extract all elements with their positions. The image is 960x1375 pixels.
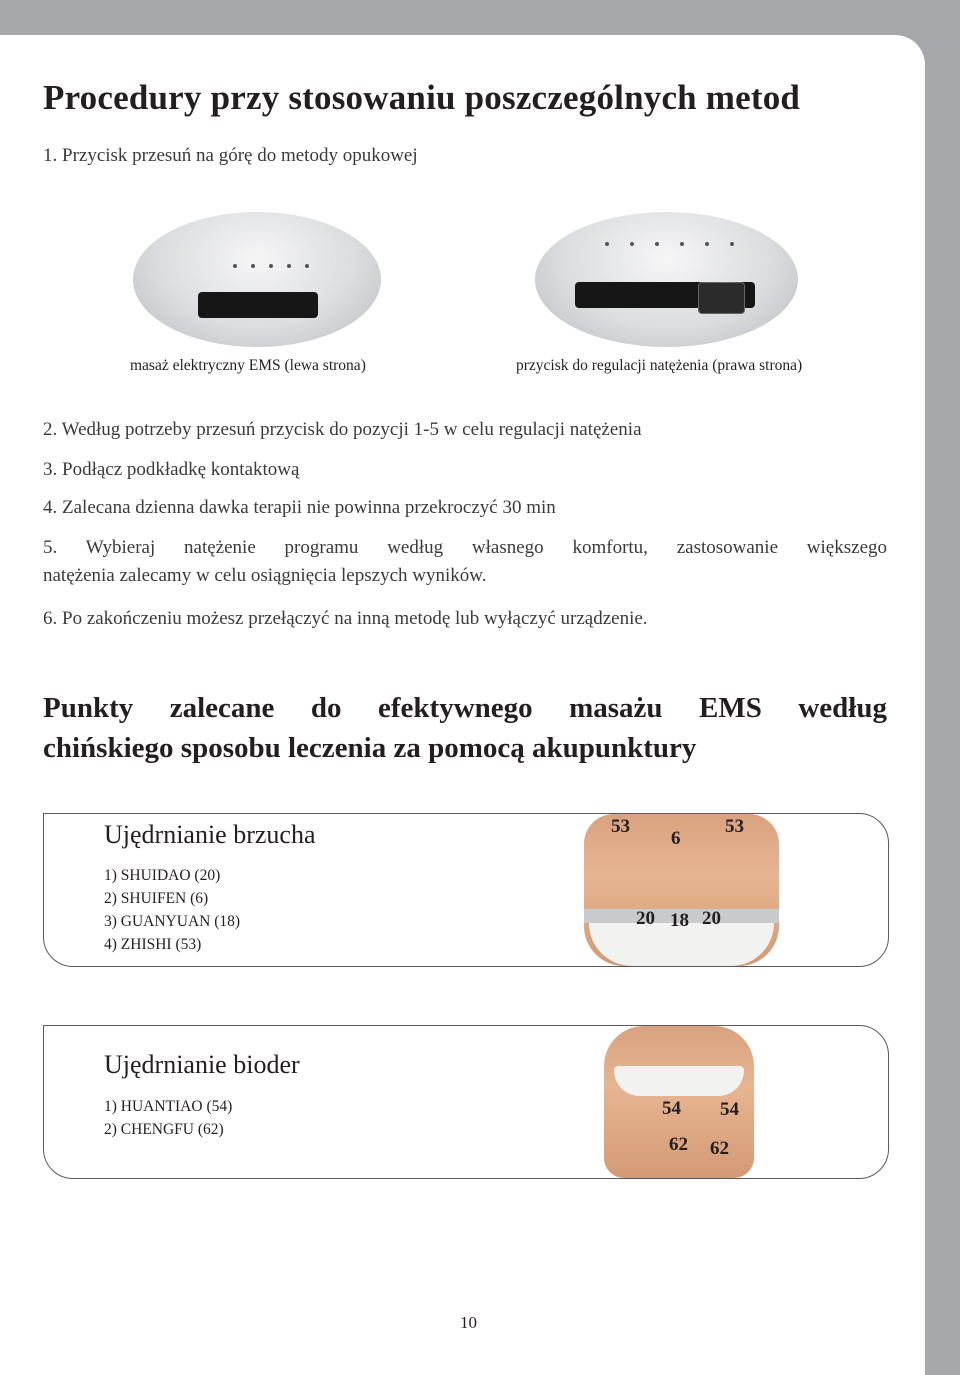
step-3: 3. Podłącz podkładkę kontaktową: [43, 459, 300, 480]
point-label: 62: [710, 1138, 729, 1159]
device-photo-right: [535, 212, 798, 347]
abdomen-title: Ujędrnianie brzucha: [104, 820, 316, 849]
indicator-dot: [233, 264, 237, 268]
list-item: 2) CHENGFU (62): [104, 1121, 224, 1138]
step-6: 6. Po zakończeniu możesz przełączyć na inną metodę lub wyłączyć urządzenie.: [43, 608, 648, 629]
device-photo-left: [133, 212, 381, 347]
intensity-slider-knob: [698, 282, 745, 314]
indicator-dot: [305, 264, 309, 268]
section-heading-line2: chińskiego sposobu leczenia za pomocą akupunktury: [43, 732, 697, 764]
indicator-dot: [251, 264, 255, 268]
device-slot: [198, 292, 318, 318]
indicator-dot: [269, 264, 273, 268]
step-5-line1: 5. Wybieraj natężenie programu według własnego komfortu, zastosowanie większego: [43, 537, 887, 558]
list-item: 4) ZHISHI (53): [104, 936, 202, 953]
hips-list: [104, 1095, 232, 1141]
point-label: 6: [671, 828, 681, 849]
list-item: 2) SHUIFEN (6): [104, 890, 209, 907]
step-5-line2: natężenia zalecamy w celu osiągnięcia lepszych wyników.: [43, 565, 487, 586]
point-label: 18: [670, 910, 689, 931]
hips-title: Ujędrnianie bioder: [104, 1050, 300, 1079]
step-1: 1. Przycisk przesuń na górę do metody opukowej: [43, 145, 418, 166]
list-item: 1) SHUIDAO (20): [104, 867, 221, 884]
indicator-dot: [630, 242, 634, 246]
caption-right: przycisk do regulacji natężenia (prawa strona): [516, 357, 803, 374]
indicator-dot: [287, 264, 291, 268]
caption-left: masaż elektryczny EMS (lewa strona): [130, 357, 366, 374]
indicator-dot: [680, 242, 684, 246]
point-label: 54: [662, 1098, 681, 1119]
point-label: 20: [702, 908, 721, 929]
point-label: 54: [720, 1099, 739, 1120]
section-heading: [43, 688, 887, 768]
step-4: 4. Zalecana dzienna dawka terapii nie powinna przekroczyć 30 min: [43, 497, 556, 518]
section-heading-line1: Punkty zalecane do efektywnego masażu EMS według: [43, 692, 887, 724]
step-2: 2. Według potrzeby przesuń przycisk do pozycji 1-5 w celu regulacji natężenia: [43, 419, 642, 440]
abdomen-list: [104, 864, 240, 956]
point-label: 53: [725, 816, 744, 837]
page-title: Procedury przy stosowaniu poszczególnych metod: [43, 78, 801, 117]
page-number: 10: [460, 1313, 477, 1332]
indicator-dot: [730, 242, 734, 246]
point-label: 62: [669, 1134, 688, 1155]
indicator-dot: [705, 242, 709, 246]
indicator-dot: [655, 242, 659, 246]
indicator-dot: [605, 242, 609, 246]
underwear: [614, 1066, 744, 1096]
list-item: 3) GUANYUAN (18): [104, 913, 241, 930]
list-item: 1) HUANTIAO (54): [104, 1098, 233, 1115]
point-label: 53: [611, 816, 630, 837]
point-label: 20: [636, 908, 655, 929]
